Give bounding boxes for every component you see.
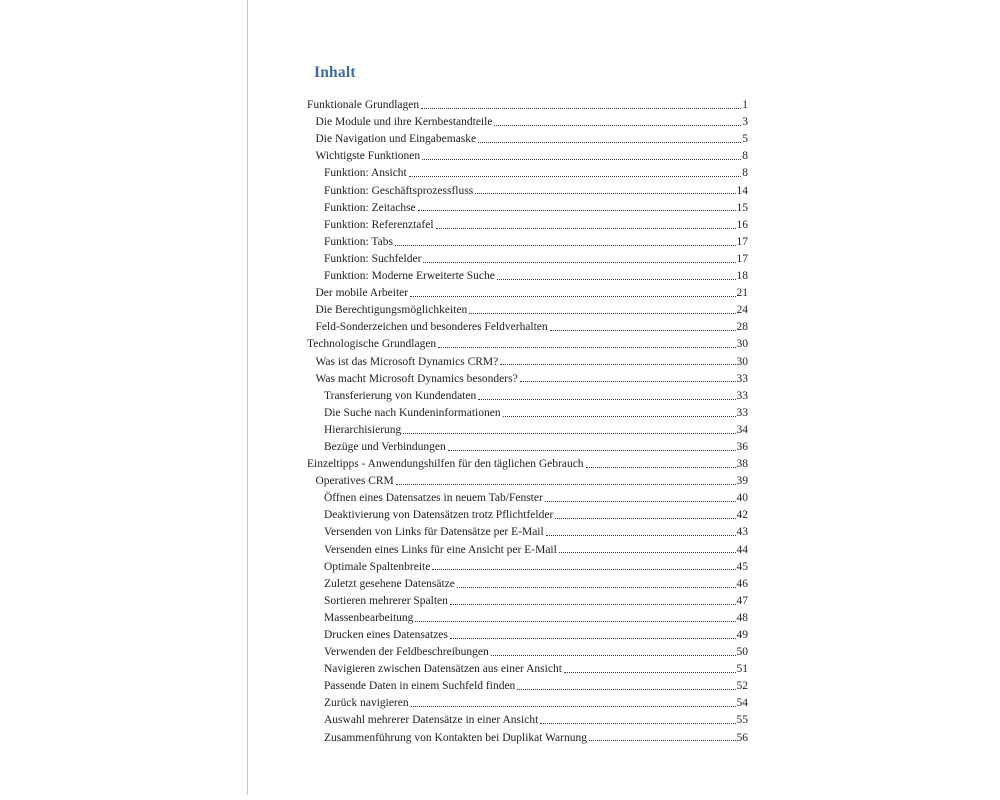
toc-entry[interactable] (307, 676, 748, 693)
toc-entry-page: 56 (736, 731, 748, 744)
toc-entry-label: Technologische Grundlagen (307, 338, 437, 351)
toc-dot-leader (478, 142, 741, 143)
toc-dot-leader (396, 484, 736, 485)
toc-entry-page: 5 (742, 133, 748, 146)
toc-entry[interactable] (307, 146, 748, 163)
toc-entry[interactable] (307, 266, 748, 283)
toc-dot-leader (409, 176, 742, 177)
toc-entry[interactable] (307, 642, 748, 659)
toc-entry-page: 21 (736, 287, 748, 300)
toc-entry-page: 43 (736, 526, 748, 539)
toc-dot-leader (403, 433, 735, 434)
toc-entry-page: 33 (736, 372, 748, 385)
toc-entry[interactable] (307, 386, 748, 403)
toc-entry-label: Versenden von Links für Datensätze per E-Mail (324, 526, 544, 539)
toc-dot-leader (436, 228, 736, 229)
toc-entry-label: Passende Daten in einem Suchfeld finden (324, 680, 516, 693)
toc-entry-page: 30 (736, 338, 748, 351)
toc-entry-page: 51 (736, 663, 748, 676)
toc-entry-page: 50 (736, 646, 748, 659)
toc-dot-leader (423, 262, 735, 263)
toc-entry-label: Transferierung von Kundendaten (324, 389, 477, 402)
toc-entry-label: Sortieren mehrerer Spalten (324, 594, 448, 607)
toc-entry[interactable] (307, 659, 748, 676)
toc-entry[interactable] (307, 574, 748, 591)
toc-dot-leader (410, 296, 735, 297)
toc-entry-label: Deaktivierung von Datensätzen trotz Pflichtfelder (324, 509, 554, 522)
toc-entry[interactable] (307, 727, 748, 744)
toc-entry-label: Zusammenführung von Kontakten bei Duplikat Warnung (324, 731, 587, 744)
toc-dot-leader (395, 245, 736, 246)
page-edge-divider (247, 0, 248, 795)
toc-entry-label: Der mobile Arbeiter (315, 287, 409, 300)
toc-dot-leader (422, 159, 741, 160)
toc-dot-leader (517, 689, 735, 690)
toc-dot-leader (540, 723, 735, 724)
toc-entry[interactable] (307, 129, 748, 146)
toc-entry-page: 28 (736, 321, 748, 334)
toc-entry-page: 42 (736, 509, 748, 522)
toc-dot-leader (564, 672, 736, 673)
toc-entry-page: 48 (736, 611, 748, 624)
toc-entry-label: Zuletzt gesehene Datensätze (324, 577, 455, 590)
toc-entry-page: 45 (736, 560, 748, 573)
toc-entry-label: Zurück navigieren (324, 697, 409, 710)
toc-entry[interactable] (307, 557, 748, 574)
toc-entry-label: Funktion: Geschäftsprozessfluss (324, 184, 474, 197)
toc-dot-leader (438, 347, 735, 348)
toc-dot-leader (415, 621, 735, 622)
toc-entry[interactable] (307, 112, 748, 129)
toc-entry[interactable] (307, 369, 748, 386)
toc-dot-leader (491, 655, 736, 656)
toc-dot-leader (546, 535, 736, 536)
toc-entry-label: Was macht Microsoft Dynamics besonders? (315, 372, 518, 385)
toc-entry-page: 39 (736, 475, 748, 488)
toc-entry-label: Funktion: Zeitachse (324, 201, 416, 214)
toc-entry-page: 1 (742, 99, 748, 112)
toc-entry[interactable] (307, 249, 748, 266)
toc-entry-label: Öffnen eines Datensatzes in neuem Tab/Fenster (324, 492, 543, 505)
toc-entry-page: 3 (742, 116, 748, 129)
toc-entry[interactable] (307, 471, 748, 488)
toc-entry[interactable] (307, 215, 748, 232)
toc-entry-page: 33 (736, 406, 748, 419)
toc-dot-leader (450, 638, 736, 639)
toc-dot-leader (411, 706, 736, 707)
toc-entry-label: Wichtigste Funktionen (315, 150, 421, 163)
toc-entry[interactable] (307, 505, 748, 522)
toc-entry-page: 36 (736, 440, 748, 453)
toc-entry-page: 38 (736, 458, 748, 471)
toc-dot-leader (475, 193, 735, 194)
toc-dot-leader (500, 364, 735, 365)
toc-entry-page: 30 (736, 355, 748, 368)
toc-entry[interactable] (307, 95, 748, 112)
toc-dot-leader (469, 313, 735, 314)
toc-entry[interactable] (307, 283, 748, 300)
toc-dot-leader (478, 399, 735, 400)
toc-entry-label: Operatives CRM (315, 475, 394, 488)
toc-entry-page: 17 (736, 252, 748, 265)
toc-dot-leader (432, 569, 735, 570)
toc-entry-page: 8 (742, 167, 748, 180)
toc-entry-page: 24 (736, 304, 748, 317)
toc-entry[interactable] (307, 522, 748, 539)
toc-entry-label: Auswahl mehrerer Datensätze in einer Ansicht (324, 714, 539, 727)
toc-entry-page: 33 (736, 389, 748, 402)
toc-entry-label: Funktionale Grundlagen (307, 99, 420, 112)
toc-entry-page: 15 (736, 201, 748, 214)
toc-entry[interactable] (307, 454, 748, 471)
toc-entry[interactable] (307, 420, 748, 437)
toc-entry-page: 49 (736, 629, 748, 641)
toc-entry-label: Navigieren zwischen Datensätzen aus einer Ansicht (324, 663, 562, 676)
toc-entry-page: 40 (736, 492, 748, 505)
toc-entry[interactable] (307, 351, 748, 368)
toc-entry-page: 55 (736, 714, 748, 727)
toc-entry-label: Hierarchisierung (324, 423, 402, 436)
toc-dot-leader (555, 518, 735, 519)
toc-entry[interactable] (307, 180, 748, 197)
toc-entry-label: Massenbearbeitung (324, 611, 414, 624)
toc-entry[interactable] (307, 334, 748, 351)
toc-title: Inhalt (314, 64, 356, 81)
toc-dot-leader (450, 604, 736, 605)
toc-entry[interactable] (307, 300, 748, 317)
toc-entry-label: Die Suche nach Kundeninformationen (324, 406, 501, 419)
toc-dot-leader (421, 108, 741, 109)
toc-dot-leader (559, 552, 736, 553)
toc-entry-page: 46 (736, 577, 748, 590)
toc-entry[interactable] (307, 437, 748, 454)
toc-dot-leader (448, 450, 736, 451)
toc-entry-label: Funktion: Tabs (324, 235, 393, 248)
toc-dot-leader (418, 210, 736, 211)
toc-entry-label: Drucken eines Datensatzes (324, 629, 448, 641)
toc-entry-label: Optimale Spaltenbreite (324, 560, 431, 573)
toc-entry-label: Funktion: Moderne Erweiterte Suche (324, 270, 495, 283)
toc-entry-page: 17 (736, 235, 748, 248)
toc-dot-leader (457, 587, 736, 588)
toc-entry[interactable] (307, 625, 748, 642)
toc-entry-label: Bezüge und Verbindungen (324, 440, 446, 453)
toc-dot-leader (550, 330, 736, 331)
toc-entry-label: Funktion: Referenztafel (324, 218, 434, 231)
toc-dot-leader (586, 467, 736, 468)
toc-entry-page: 44 (736, 543, 748, 556)
toc-dot-leader (545, 501, 736, 502)
toc-entry-label: Funktion: Suchfelder (324, 252, 422, 265)
toc-entry-page: 47 (736, 594, 748, 607)
toc-entry-page: 16 (736, 218, 748, 231)
toc-entry[interactable] (307, 710, 748, 727)
toc-entry[interactable] (307, 488, 748, 505)
toc-entry[interactable] (307, 608, 748, 625)
toc-dot-leader (520, 381, 736, 382)
toc-entry[interactable] (307, 403, 748, 420)
toc-entry-page: 34 (736, 423, 748, 436)
toc-list (307, 95, 748, 745)
toc-entry[interactable] (307, 591, 748, 608)
toc-entry-label: Die Module und ihre Kernbestandteile (315, 116, 493, 129)
toc-entry[interactable] (307, 163, 748, 180)
toc-entry-page: 18 (736, 270, 748, 283)
toc-entry-label: Was ist das Microsoft Dynamics CRM? (315, 355, 499, 368)
toc-entry-page: 14 (736, 184, 748, 197)
toc-entry[interactable] (307, 317, 748, 334)
toc-entry-label: Die Berechtigungsmöglichkeiten (315, 304, 468, 317)
toc-entry-label: Einzeltipps - Anwendungshilfen für den täglichen Gebrauch (307, 458, 584, 471)
toc-entry-label: Funktion: Ansicht (324, 167, 407, 180)
toc-entry-page: 8 (742, 150, 748, 163)
toc-entry-page: 52 (736, 680, 748, 693)
toc-entry[interactable] (307, 693, 748, 710)
toc-entry[interactable] (307, 232, 748, 249)
toc-dot-leader (494, 125, 741, 126)
toc-dot-leader (497, 279, 736, 280)
toc-entry-page: 54 (736, 697, 748, 710)
toc-entry-label: Feld-Sonderzeichen und besonderes Feldverhalten (315, 321, 548, 334)
toc-dot-leader (503, 416, 736, 417)
toc-entry-label: Versenden eines Links für eine Ansicht per E-Mail (324, 543, 557, 556)
toc-dot-leader (589, 740, 736, 741)
toc-entry-label: Verwenden der Feldbeschreibungen (324, 646, 489, 659)
toc-entry-label: Die Navigation und Eingabemaske (315, 133, 477, 146)
toc-entry[interactable] (307, 539, 748, 556)
toc-entry[interactable] (307, 198, 748, 215)
